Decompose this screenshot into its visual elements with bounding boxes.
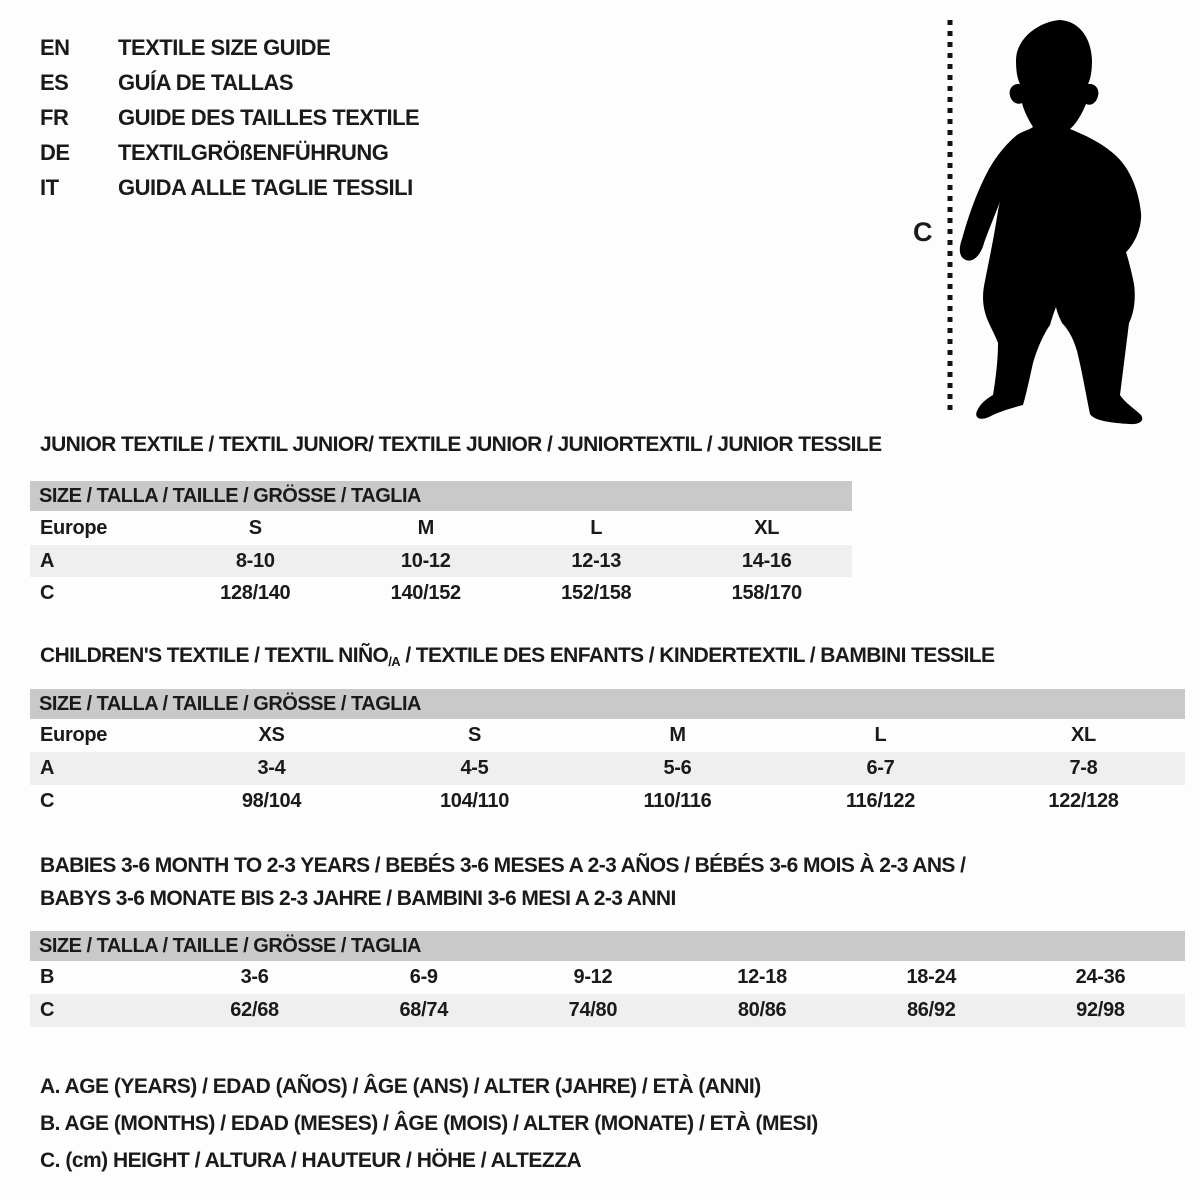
language-row: [40, 65, 419, 100]
value-cell: 62/68: [230, 999, 279, 1021]
table-row: [30, 719, 1185, 752]
value-cell: 80/86: [737, 999, 787, 1021]
table-row: [30, 511, 852, 545]
value-cell: 98/104: [241, 790, 302, 812]
value-cell: 12-18: [737, 966, 787, 988]
children-section-title: [40, 644, 994, 669]
language-title: GUÍA DE TALLAS: [118, 70, 294, 95]
size-cell: L: [874, 724, 887, 746]
value-cell: 3-6: [240, 966, 269, 988]
value-cell: 14-16: [741, 549, 792, 572]
children-size-table: [30, 689, 1185, 818]
babies-title-line2: BABYS 3-6 MONATE BIS 2-3 JAHRE / BAMBINI 3-6 MESI A 2-3 ANNI: [40, 887, 676, 910]
size-cell: L: [590, 516, 603, 539]
value-cell: 18-24: [906, 966, 957, 988]
junior-section-title: JUNIOR TEXTILE / TEXTIL JUNIOR/ TEXTILE JUNIOR / JUNIORTEXTIL / JUNIOR TESSILE: [40, 433, 882, 456]
value-cell: 8-10: [235, 549, 275, 572]
value-cell: 3-4: [257, 757, 286, 779]
value-cell: 122/128: [1048, 790, 1119, 812]
value-cell: 7-8: [1069, 757, 1098, 779]
size-cell: XS: [258, 724, 285, 746]
value-cell: 6-9: [409, 966, 438, 988]
language-row: [40, 170, 419, 205]
row-label: C: [40, 582, 55, 604]
size-cell: S: [467, 724, 482, 746]
language-list: [40, 30, 419, 205]
value-cell: 68/74: [399, 999, 449, 1021]
table-header-bar: SIZE / TALLA / TAILLE / GRÖSSE / TAGLIA: [30, 931, 1185, 961]
value-cell: 110/116: [643, 790, 712, 812]
value-cell: 104/110: [439, 790, 510, 812]
legend-line-c: C. (cm) HEIGHT / ALTURA / HAUTEUR / HÖHE / ALTEZZA: [40, 1149, 582, 1172]
babies-title-line1: BABIES 3-6 MONTH TO 2-3 YEARS / BEBÉS 3-6 MESES A 2-3 AÑOS / BÉBÉS 3-6 MOIS À 2-3 ANS /: [40, 854, 966, 877]
language-row: [40, 30, 419, 65]
row-label: C: [40, 790, 55, 812]
value-cell: 86/92: [906, 999, 956, 1021]
value-cell: 4-5: [460, 757, 489, 779]
table-row: [30, 994, 1185, 1027]
language-row: [40, 135, 419, 170]
size-cell: M: [669, 724, 686, 746]
size-cell: XL: [754, 516, 780, 539]
language-row: [40, 100, 419, 135]
value-cell: 5-6: [663, 757, 692, 779]
value-cell: 74/80: [568, 999, 618, 1021]
language-title: TEXTILGRÖßENFÜHRUNG: [118, 140, 389, 165]
babies-size-table: [30, 931, 1185, 1027]
measure-c-label: C: [913, 217, 932, 247]
value-cell: 10-12: [400, 549, 451, 572]
language-code: IT: [40, 175, 59, 200]
baby-silhouette: [960, 20, 1142, 424]
value-cell: 92/98: [1076, 999, 1125, 1021]
value-cell: 128/140: [220, 582, 291, 604]
row-label: C: [40, 999, 55, 1021]
row-label: A: [40, 757, 55, 779]
size-cell: S: [248, 516, 262, 539]
row-label: A: [40, 549, 55, 572]
table-row: [30, 961, 1185, 994]
language-title: GUIDA ALLE TAGLIE TESSILI: [118, 175, 413, 200]
language-code: EN: [40, 35, 70, 60]
children-title-text: / TEXTILE DES ENFANTS / KINDERTEXTIL / BAMBINI TESSILE: [400, 644, 995, 667]
language-code: FR: [40, 105, 69, 130]
table-row: [30, 545, 852, 577]
legend-line-b: B. AGE (MONTHS) / EDAD (MESES) / ÂGE (MOIS) / ALTER (MONATE) / ETÀ (MESI): [40, 1112, 818, 1135]
value-cell: 158/170: [731, 582, 802, 604]
row-label: Europe: [40, 516, 108, 539]
language-code: ES: [40, 70, 69, 95]
value-cell: 24-36: [1075, 966, 1126, 988]
value-cell: 9-12: [573, 966, 613, 988]
table-row: [30, 785, 1185, 818]
table-header-bar: SIZE / TALLA / TAILLE / GRÖSSE / TAGLIA: [30, 689, 1185, 719]
language-title: GUIDE DES TAILLES TEXTILE: [118, 105, 420, 130]
children-title-text: CHILDREN'S TEXTILE / TEXTIL NIÑO: [40, 644, 389, 667]
table-row: [30, 577, 852, 610]
table-header-bar: SIZE / TALLA / TAILLE / GRÖSSE / TAGLIA: [30, 481, 852, 511]
size-cell: XL: [1071, 724, 1096, 746]
size-cell: M: [417, 516, 434, 539]
value-cell: 140/152: [390, 582, 461, 604]
value-cell: 116/122: [845, 790, 916, 812]
babies-section-title: [40, 849, 965, 915]
baby-figure: [905, 15, 1155, 425]
children-title-subscript: /A: [388, 654, 401, 669]
legend-line-a: A. AGE (YEARS) / EDAD (AÑOS) / ÂGE (ANS) / ALTER (JAHRE) / ETÀ (ANNI): [40, 1075, 761, 1098]
junior-size-table: [30, 481, 852, 610]
legend: [40, 1068, 818, 1179]
language-code: DE: [40, 140, 70, 165]
table-row: [30, 752, 1185, 785]
value-cell: 6-7: [866, 757, 895, 779]
value-cell: 12-13: [571, 549, 622, 572]
row-label: Europe: [40, 724, 108, 746]
value-cell: 152/158: [561, 582, 632, 604]
row-label: B: [40, 966, 55, 988]
language-title: TEXTILE SIZE GUIDE: [118, 35, 331, 60]
